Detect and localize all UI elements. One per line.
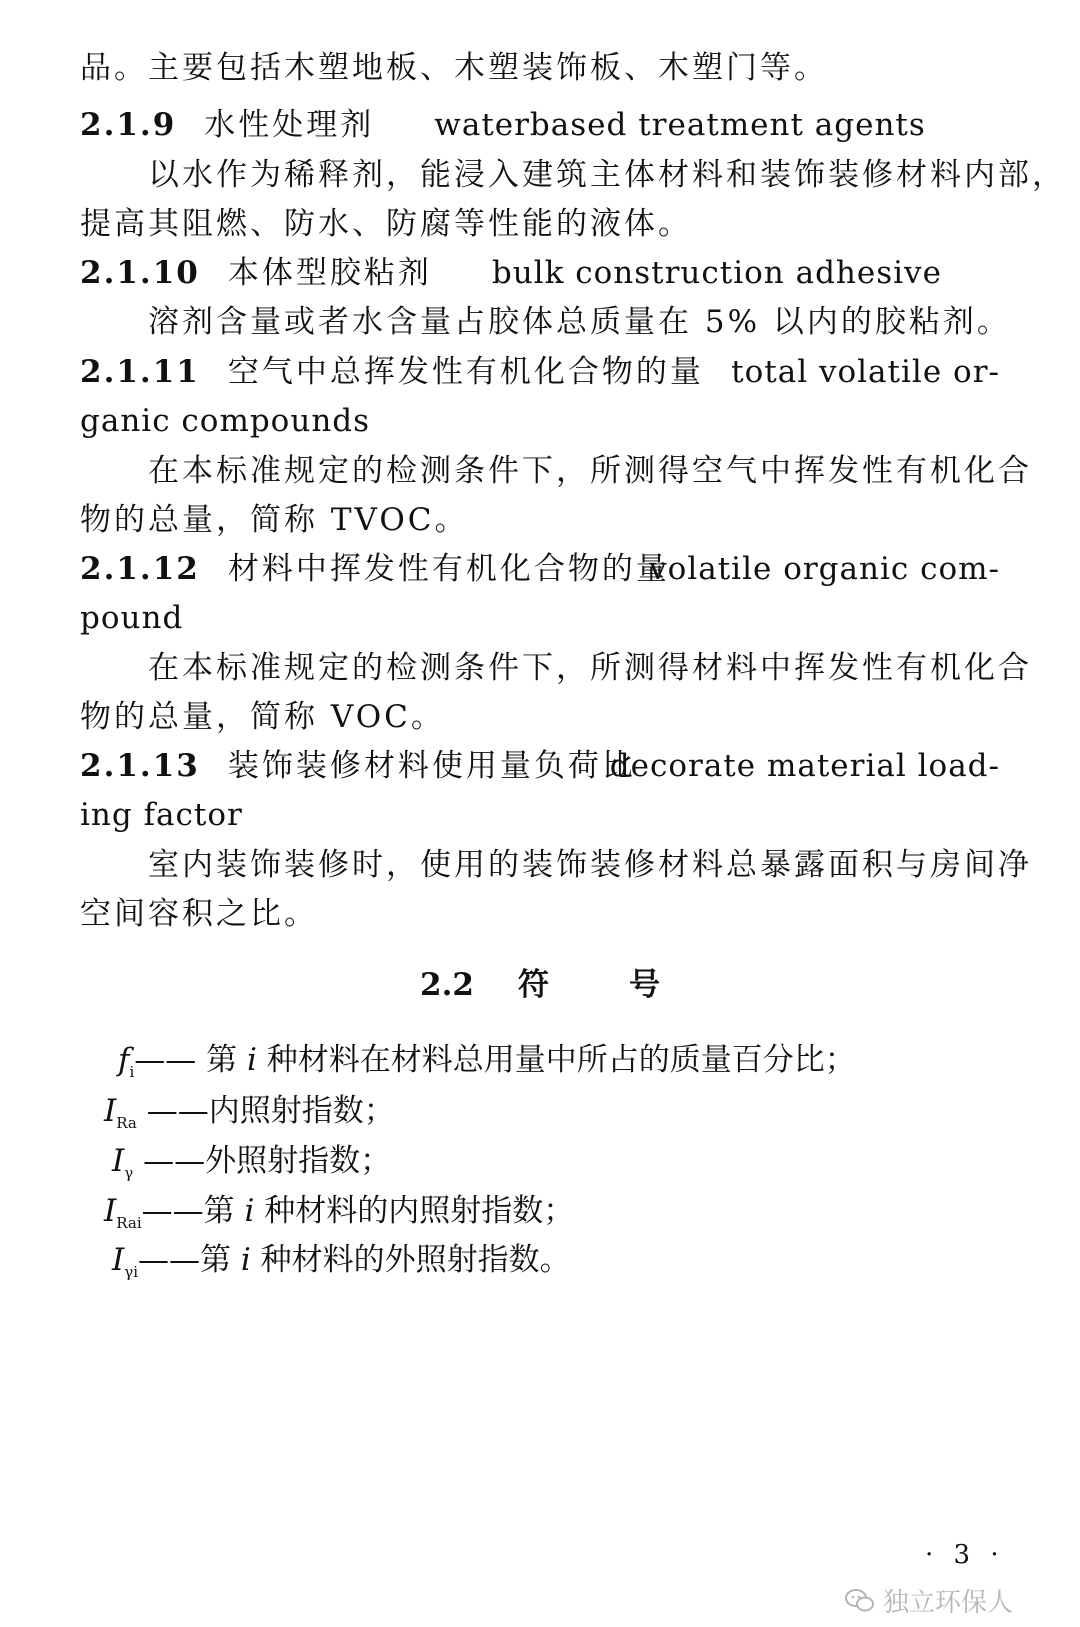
def-text: 物的总量，简称 TVOC。 <box>80 502 469 538</box>
symbol-desc: 外照射指数； <box>205 1143 392 1179</box>
symbol-row <box>104 1191 574 1243</box>
symbol-var: i <box>244 1193 255 1229</box>
term-en-continued <box>80 598 1000 638</box>
symbol-dash: —— <box>133 1143 206 1179</box>
symbol-desc: 第 <box>196 1042 248 1078</box>
symbol-row <box>112 1141 391 1193</box>
symbol-row <box>118 1040 856 1092</box>
symbol: I <box>112 1242 125 1278</box>
symbol-desc: 内照射指数； <box>208 1093 395 1129</box>
symbol-dash: —— <box>134 1042 197 1078</box>
def-text: 以水作为稀释剂，能浸入建筑主体材料和装饰装修材料内部， <box>148 157 1066 193</box>
def-text: 物的总量，简称 VOC。 <box>80 699 445 735</box>
symbol: I <box>104 1193 117 1229</box>
term-def-line <box>148 451 1068 491</box>
term-zh: 装饰装修材料使用量负荷比 <box>227 748 636 784</box>
term-def-line <box>148 648 1068 688</box>
watermark-text: 独立环保人 <box>883 1588 1014 1618</box>
term-def-line <box>80 500 1000 540</box>
term-en: total volatile or- <box>731 354 1000 390</box>
term-heading-2-1-9 <box>80 105 1000 145</box>
term-def-line <box>80 204 1000 244</box>
def-text: 空间容积之比。 <box>80 896 318 932</box>
symbol-desc: 种材料在材料总用量中所占的质量百分比； <box>256 1042 856 1078</box>
section-heading <box>0 965 1080 1005</box>
symbol-dash: —— <box>141 1193 204 1229</box>
def-text: 提高其阻燃、防水、防腐等性能的液体。 <box>80 206 692 242</box>
symbol-sub: i <box>129 1063 135 1082</box>
term-en: decorate material load- <box>609 748 1000 784</box>
term-heading-2-1-13 <box>80 746 1000 786</box>
term-def-line <box>80 697 1000 737</box>
symbol-row <box>112 1240 571 1292</box>
term-def-line <box>148 155 1068 195</box>
term-zh: 空气中总挥发性有机化合物的量 <box>227 354 704 390</box>
watermark <box>845 1582 1013 1619</box>
term-en: waterbased treatment agents <box>434 107 926 143</box>
term-number: 2.1.10 <box>80 255 200 291</box>
symbol-desc: 种材料的内照射指数； <box>254 1193 575 1229</box>
term-en-continued <box>80 401 1000 441</box>
term-zh: 水性处理剂 <box>204 107 375 143</box>
symbol-sub: γ <box>124 1164 134 1183</box>
symbol-desc: 种材料的外照射指数。 <box>250 1242 571 1278</box>
symbol-desc: 第 <box>203 1193 245 1229</box>
term-en-cont: ing factor <box>80 797 243 833</box>
section-title-b: 号 <box>628 967 660 1003</box>
symbol-var: i <box>247 1042 257 1078</box>
term-en-continued <box>80 795 1000 835</box>
symbol-sub: Rai <box>116 1214 142 1233</box>
term-heading-2-1-11 <box>80 352 1000 392</box>
term-en: volatile organic com- <box>649 551 1000 587</box>
term-heading-2-1-10 <box>80 253 1000 293</box>
symbol: I <box>112 1143 125 1179</box>
page-number: · 3 · <box>925 1540 1005 1570</box>
symbol: f <box>118 1042 130 1078</box>
term-def-line <box>148 302 1068 342</box>
symbol-sub: Ra <box>116 1114 137 1133</box>
term-number: 2.1.11 <box>80 354 200 390</box>
intro-line <box>80 48 1000 88</box>
symbol-row <box>104 1091 395 1143</box>
term-en-cont: pound <box>80 600 184 636</box>
wechat-icon <box>845 1588 875 1614</box>
symbol-sub: γi <box>124 1263 139 1282</box>
term-en: bulk construction adhesive <box>491 255 942 291</box>
symbol-dash: —— <box>138 1242 201 1278</box>
def-text: 在本标准规定的检测条件下，所测得材料中挥发性有机化合 <box>148 650 1032 686</box>
def-text: 溶剂含量或者水含量占胶体总质量在 5% 以内的胶粘剂。 <box>148 304 1011 340</box>
term-def-line <box>148 845 1068 885</box>
intro-text: 品。主要包括木塑地板、木塑装饰板、木塑门等。 <box>80 50 828 86</box>
section-title-a: 符 <box>517 967 549 1003</box>
term-heading-2-1-12 <box>80 549 1000 589</box>
def-text: 室内装饰装修时，使用的装饰装修材料总暴露面积与房间净 <box>148 847 1032 883</box>
term-def-line <box>80 894 1000 934</box>
symbol-dash: —— <box>136 1093 209 1129</box>
term-en-cont: ganic compounds <box>80 403 371 439</box>
term-number: 2.1.9 <box>80 107 177 143</box>
def-text: 在本标准规定的检测条件下，所测得空气中挥发性有机化合 <box>148 453 1032 489</box>
term-zh: 本体型胶粘剂 <box>227 255 432 291</box>
term-number: 2.1.13 <box>80 748 200 784</box>
term-number: 2.1.12 <box>80 551 200 587</box>
term-zh: 材料中挥发性有机化合物的量 <box>227 551 670 587</box>
symbol-var: i <box>240 1242 251 1278</box>
symbol-desc: 第 <box>200 1242 241 1278</box>
section-number: 2.2 <box>420 967 474 1003</box>
symbol: I <box>104 1093 117 1129</box>
